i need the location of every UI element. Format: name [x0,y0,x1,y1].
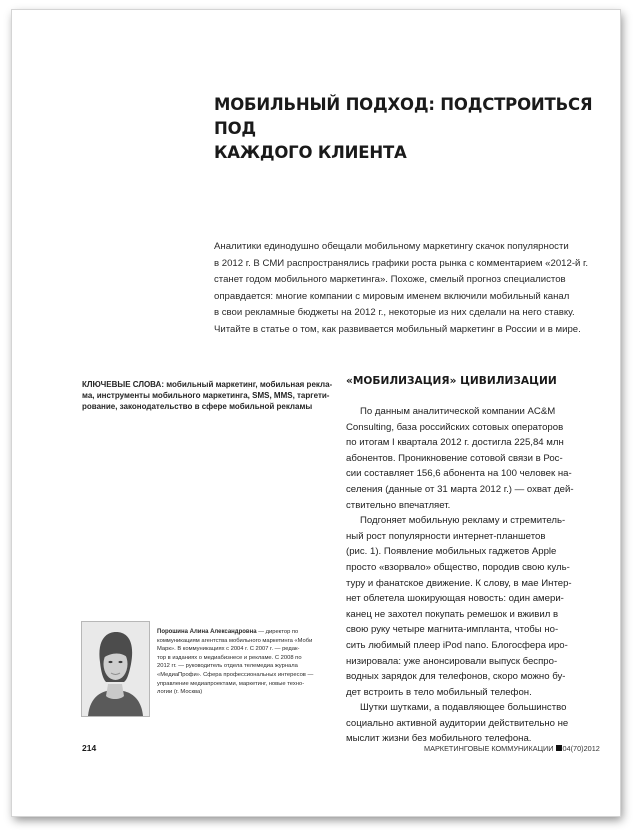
body-line: ный рост популярности интернет-планшетов [346,530,546,542]
square-bullet-icon [556,745,562,751]
lead-line: оправдается: многие компании с мировым именем включили мобильный канал [214,290,570,302]
body-line: дет встроить в тело мобильный телефон. [346,686,532,698]
author-bio-first-line [157,628,327,637]
body-line: Подгоняет мобильную рекламу и стремитель- [360,515,566,527]
author-bio [157,628,327,697]
article-title-line: МОБИЛЬНЫЙ ПОДХОД: ПОДСТРОИТЬСЯ ПОД [214,95,593,138]
lead-line: Читайте в статье о том, как развивается мобильный маркетинг в России и в мире. [214,323,581,335]
body-line: низировала: уже анонсировали выпуск беспро- [346,655,558,667]
running-footer [424,744,600,753]
author-bio-line: «МедиаПрофи». Сфера профессиональных интересов — [157,671,314,678]
body-line: Consulting, база российских сотовых операторов [346,421,564,433]
author-portrait-image [82,622,149,716]
article-title-line: КАЖДОГО КЛИЕНТА [214,143,407,162]
author-bio-line: 2012 гг. — руководитель отдела телемедиа журнала [157,663,298,670]
body-line: селения (данные от 31 марта 2012 г.) — охват дей- [346,483,574,495]
body-line: канец не захотел покупать ремешок и вживил в [346,608,559,620]
body-line: социально активной аудитории действительно не [346,717,569,729]
author-bio-text: — директор по [256,629,299,635]
lead-line: станет годом мобильного маркетинга». Похоже, смелый прогноз специалистов [214,274,566,286]
body-line: свою руку четыре магнита-импланта, чтобы но- [346,624,559,636]
body-line: по итогам I квартала 2012 г. достигла 225,84 млн [346,437,564,449]
article-body [346,404,594,747]
journal-name: МАРКЕТИНГОВЫЕ КОММУНИКАЦИИ [424,744,554,753]
article-lead [214,239,589,339]
body-line: туру и фанатское движение. К слову, в мае Интер- [346,577,572,589]
body-line: Шутки шутками, а подавляющее большинство [360,702,567,714]
section-heading: «МОБИЛИЗАЦИЯ» ЦИВИЛИЗАЦИИ [346,375,557,387]
body-line: ствительно впечатляет. [346,499,451,511]
body-line: абонентов. Проникновение сотовой связи в Рос- [346,452,563,464]
body-line: нет облетела шокирующая новость: один амери- [346,593,564,605]
body-line: просто «взорвало» общество, породив свою куль- [346,561,570,573]
author-bio-line: логии (г. Москва) [157,689,203,696]
author-bio-line: коммуникациям агентства мобильного маркетинга «Моби [157,637,313,644]
page-number: 214 [82,743,97,753]
body-line: (рис. 1). Появление мобильных гаджетов Apple [346,546,557,558]
body-line: водных зарядок для телефонов, скоро можно бу- [346,671,566,683]
body-line: мыслит жизни без мобильного телефона. [346,733,532,745]
author-name: Порошина Алина Александровна [157,629,257,635]
article-title [214,93,594,165]
lead-line: Аналитики единодушно обещали мобильному маркетингу скачок популярности [214,241,569,252]
keywords-line: рование, законодательство в сфере мобильной рекламы [82,402,313,411]
author-bio-line: тор в изданиях о медиабизнесе и рекламе. С 2008 по [157,654,302,661]
keywords-line: ма, инструменты мобильного маркетинга, SMS, MMS, таргети- [82,391,330,400]
author-bio-line: управление медиапроектами, маркетинг, новые техно- [157,680,305,687]
issue-number: 04(70)2012 [562,744,600,753]
body-line: сить любимый плеер iPod nano. Блогосфера иро- [346,639,568,651]
author-bio-line: Марк». В коммуникациях с 2004 г. С 2007 г. — редак- [157,646,300,653]
lead-line: в свои рекламные бюджеты на 2012 г., некоторые из них сделали на него ставку. [214,307,575,319]
body-line: сии составляет 156,6 абонента на 100 человек на- [346,468,572,480]
keywords-block [82,379,346,412]
lead-line: в 2012 г. В СМИ распространялись графики роста рынка с комментарием «2012-й г. [214,257,589,269]
author-photo [81,621,150,717]
keywords-line: КЛЮЧЕВЫЕ СЛОВА: мобильный маркетинг, мобильная рекла- [82,380,333,389]
body-line: По данным аналитической компании AC&M [360,406,556,417]
